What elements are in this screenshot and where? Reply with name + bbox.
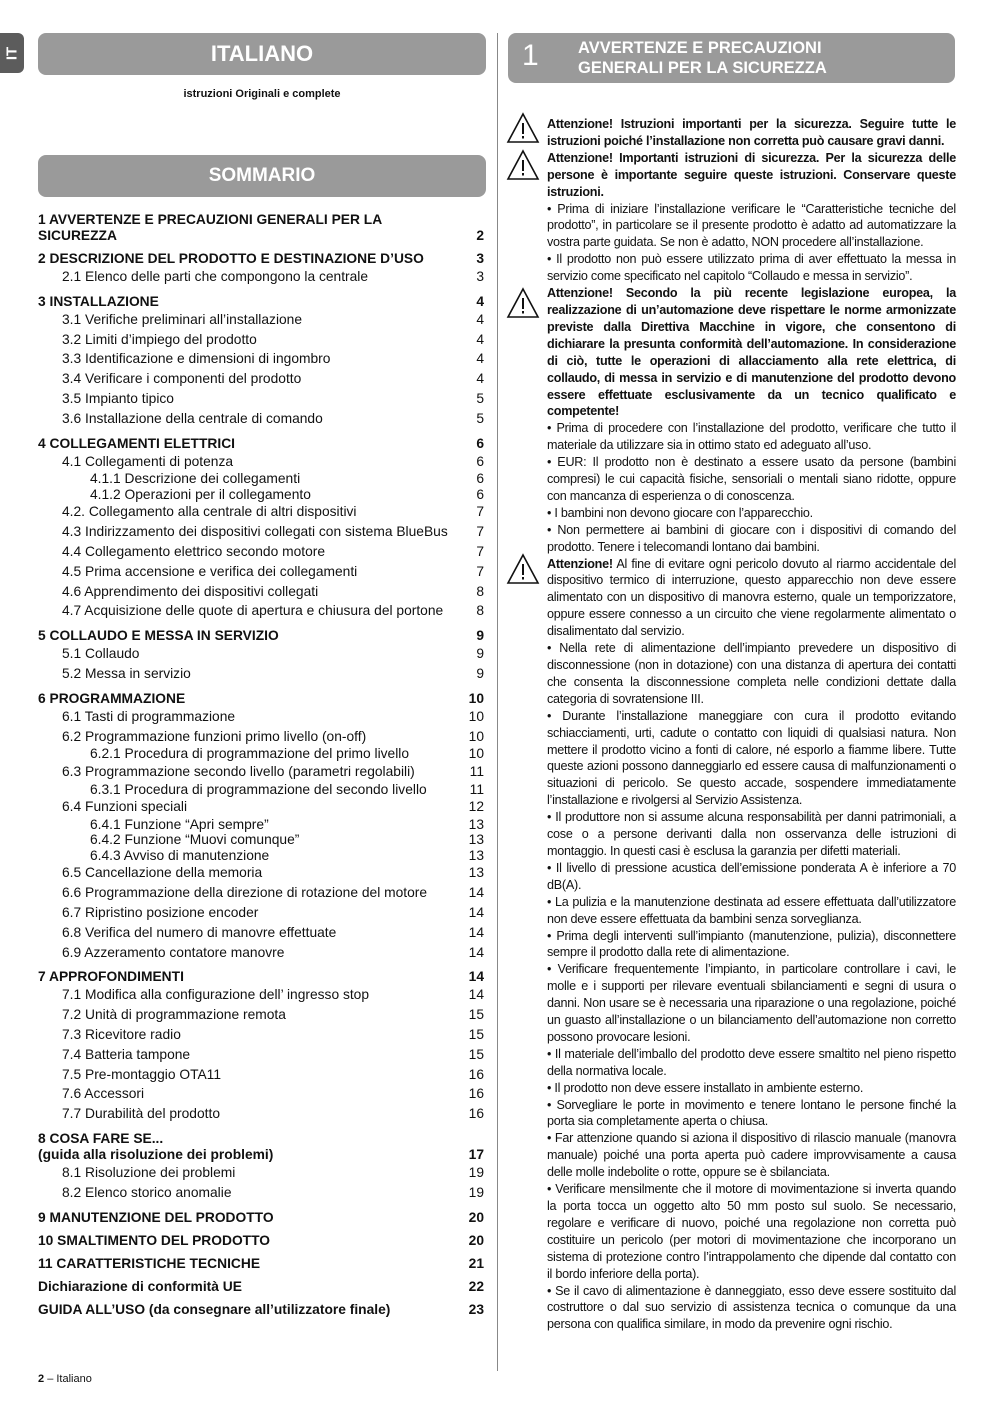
toc-entry-page: 6 xyxy=(476,435,484,451)
toc-entry-label: 2 DESCRIZIONE DEL PRODOTTO E DESTINAZIONE D’USO xyxy=(38,251,424,266)
toc-entry xyxy=(38,1131,486,1163)
toc-entry xyxy=(38,1256,486,1272)
toc-entry xyxy=(38,522,486,542)
body-paragraph: • Verificare mensilmente che il motore di movimentazione si inverta quando la porta tocca un oggetto alto 50 mm posto sul suolo. Se necessario, regolare e verificare di nuovo, poiché una regolazione non corretta può costituire un pericolo (per motori di movimentazione che incorporano un sistema di protezione contro l’intrappolamento che dipende dal contatto con il bordo inferiore della porta). xyxy=(547,1182,956,1281)
toc-entry-label: 6.4 Funzioni speciali xyxy=(62,799,188,815)
toc-entry-label: 5.1 Collaudo xyxy=(62,646,140,662)
toc-entry xyxy=(38,369,486,389)
toc-entry xyxy=(38,817,486,833)
toc-entry-page: 6 xyxy=(476,486,484,502)
toc-entry-page: 14 xyxy=(468,987,484,1003)
toc-entry-label: 5.2 Messa in servizio xyxy=(62,665,191,681)
toc-entry-label: 8.2 Elenco storico anomalie xyxy=(62,1184,232,1200)
toc-entry xyxy=(38,1045,486,1065)
toc-entry xyxy=(38,582,486,602)
toc-entry-page: 11 xyxy=(469,781,484,797)
toc-entry xyxy=(38,1233,486,1249)
toc-entry-label: 6.8 Verifica del numero di manovre effettuate xyxy=(62,924,337,940)
toc-entry xyxy=(38,452,486,472)
toc-entry-label: 4.4 Collegamento elettrico secondo motore xyxy=(62,543,326,559)
body-paragraph: • Verificare frequentemente l’impianto, in particolare controllare i cavi, le molle e i supporti per rilevare eventuali sbilanciamenti e segni di usura o danni. Non usare se è necessaria una riparazione o una regolazione, poiché un guasto all’installazione o un bilanciamento dell’automazione non corretto possono provocare lesioni. xyxy=(547,962,956,1044)
toc-entry-label: 7.3 Ricevitore radio xyxy=(62,1027,181,1043)
toc-entry-label: 7.4 Batteria tampone xyxy=(62,1046,191,1062)
toc-entry xyxy=(38,1025,486,1045)
body-paragraph: • Prima di iniziare l’installazione verificare le “Caratteristiche tecniche del prodotto”, in particolare se il presente prodotto è adatto ad automatizzare la vostra parte guidata. Se non è adatto, NON procedere all’installazione. xyxy=(547,201,956,250)
body-paragraph: Attenzione! Importanti istruzioni di sicurezza. Per la sicurezza delle persone è importante seguire queste istruzioni. Conservare queste istruzioni. xyxy=(547,150,956,199)
language-tab: IT xyxy=(0,33,24,73)
body-paragraph: • La pulizia e la manutenzione destinata ad essere effettuata dall’utilizzatore non deve essere effettuata da bambini senza sorveglianza. xyxy=(547,894,956,926)
body-paragraph: • Nella rete di alimentazione dell’impianto prevedere un dispositivo di disconnessione (non in dotazione) con una distanza di apertura dei contatti che consenta la disconnessione completa nelle condizioni dettate dalla categoria di sovratensione III. xyxy=(547,641,956,706)
toc-entry-label: 6.3 Programmazione secondo livello (parametri regolabili) xyxy=(62,763,415,779)
toc-entry-page: 14 xyxy=(468,944,484,960)
body-paragraph: • Sorvegliare le porte in movimento e tenere lontano le persone finché la porta sia completamente aperta o chiusa. xyxy=(547,1097,956,1129)
toc-entry-page: 15 xyxy=(468,1007,484,1023)
toc-entry xyxy=(38,903,486,923)
toc-entry-page: 9 xyxy=(476,665,484,681)
toc-entry-label: 4.6 Apprendimento dei dispositivi collegati xyxy=(62,583,319,599)
toc-entry-page: 4 xyxy=(476,351,484,367)
body-paragraph: • Non permettere ai bambini di giocare con i dispositivi di comando del prodotto. Tenere i telecomandi lontano dai bambini. xyxy=(547,522,956,554)
language-title: ITALIANO xyxy=(38,33,486,75)
toc-entry-label: 7.6 Accessori xyxy=(62,1086,145,1102)
toc-entry-page: 14 xyxy=(468,905,484,921)
toc-entry-page: 8 xyxy=(476,583,484,599)
body-paragraph: • Se il cavo di alimentazione è danneggiato, esso deve essere sostituito dal costruttore o dal suo servizio di assistenza tecnica o comunque da una persona con qualifica similare, in modo da prevenire ogni rischio. xyxy=(547,1283,956,1332)
body-paragraph: • EUR: Il prodotto non è destinato a essere usato da persone (bambini compresi) le cui capacità fisiche, sensoriali o mentali siano ridotte, oppure con mancanza di esperienza o di conoscenza. xyxy=(547,455,956,503)
toc-entry-label: 9 MANUTENZIONE DEL PRODOTTO xyxy=(38,1209,274,1225)
toc-entry-page: 4 xyxy=(476,311,484,327)
section-header xyxy=(508,33,955,83)
toc-entry xyxy=(38,1302,486,1318)
toc-entry-page: 7 xyxy=(476,524,484,540)
toc-entry-page: 13 xyxy=(468,847,484,863)
toc-entry-page: 21 xyxy=(468,1255,484,1271)
toc-entry-page: 5 xyxy=(476,390,484,406)
toc-entry-label: 4 COLLEGAMENTI ELETTRICI xyxy=(38,435,235,451)
toc-entry-label: 3.2 Limiti d’impiego del prodotto xyxy=(62,331,257,347)
toc-entry-label: 6.3.1 Procedura di programmazione del secondo livello xyxy=(90,781,427,797)
toc-entry-page: 14 xyxy=(468,969,484,985)
toc-entry xyxy=(38,1279,486,1295)
toc-entry-label: 6.2 Programmazione funzioni primo livello (on-off) xyxy=(62,728,367,744)
toc-entry-label: 11 CARATTERISTICHE TECNICHE xyxy=(38,1255,261,1271)
toc-entry-label: 6.1 Tasti di programmazione xyxy=(62,708,236,724)
toc-entry xyxy=(38,644,486,664)
body-paragraph: Attenzione! Al fine di evitare ogni pericolo dovuto al riarmo accidentale del dispositivo termico di interruzione, questo apparecchio non deve essere alimentato con un dispositivo di manovra esterno, quale un temporizzatore, oppure essere connesso a un circuito che viene regolarmente alimentato o disalimentato dal servizio. xyxy=(547,556,956,639)
toc-entry-label: 6.9 Azzeramento contatore manovre xyxy=(62,944,285,960)
toc-entry-label: 8 COSA FARE SE... (guida alla risoluzione dei problemi) xyxy=(38,1131,274,1162)
toc-entry xyxy=(38,797,486,817)
warning-triangle-icon xyxy=(506,287,540,319)
toc-entry-page: 14 xyxy=(468,924,484,940)
toc-entry-page: 10 xyxy=(468,690,484,706)
toc-entry-page: 20 xyxy=(468,1209,484,1225)
toc-entry xyxy=(38,883,486,903)
toc-entry-label: 7.5 Pre-montaggio OTA11 xyxy=(62,1066,222,1082)
toc-entry-page: 15 xyxy=(468,1027,484,1043)
toc-entry xyxy=(38,848,486,864)
toc-entry-label: 3 INSTALLAZIONE xyxy=(38,293,159,309)
toc-entry xyxy=(38,762,486,782)
body-paragraph: • Prima di procedere con l’installazione del prodotto, verificare che tutto il materiale da utilizzare sia in ottimo stato ed adeguato all’uso. xyxy=(547,421,956,453)
toc-entry-page: 16 xyxy=(468,1106,484,1122)
attention-lead: Attenzione! xyxy=(547,556,613,571)
toc-entry-label: 3.6 Installazione della centrale di comando xyxy=(62,410,323,426)
body-paragraph: • Durante l’installazione maneggiare con cura il prodotto evitando schiacciamenti, urti, cadute o contatto con liquidi di qualsiasi natura. Non mettere il prodotto vicino a fonti di calore, né esporlo a fiamme libere. Tutte queste azioni possono danneggiarlo ed essere causa di malfunzionamenti o situazioni di pericolo. Se questo accade, sospendere immediatamente l’installazione e rivolgersi al Servizio Assistenza. xyxy=(547,708,956,808)
toc-entry xyxy=(38,436,486,452)
table-of-contents xyxy=(38,212,486,1318)
body-paragraph: Attenzione! Secondo la più recente legislazione europea, la realizzazione di un’automazione deve rispettare le norme armonizzate previste dalla Direttiva Macchine in vigore, che consentono di dichiarare la presunta conformità dell’automazione. In considerazione di ciò, tutte le operazioni di allacciamento alla rete elettrica, di collaudo, di messa in servizio e di manutenzione del prodotto devono essere effettuate esclusivamente da un tecnico qualificato e competente! xyxy=(547,286,956,419)
toc-entry xyxy=(38,969,486,985)
toc-entry-page: 16 xyxy=(468,1086,484,1102)
toc-entry xyxy=(38,212,486,244)
toc-entry-page: 8 xyxy=(476,603,484,619)
body-paragraph: • Il materiale dell’imballo del prodotto deve essere smaltito nel pieno rispetto della normativa locale. xyxy=(547,1046,956,1078)
toc-entry-label: 7.1 Modifica alla configurazione dell’ ingresso stop xyxy=(62,987,370,1003)
toc-entry-page: 16 xyxy=(468,1066,484,1082)
toc-entry xyxy=(38,1084,486,1104)
subtitle: istruzioni Originali e complete xyxy=(183,88,341,100)
toc-entry-page: 3 xyxy=(476,269,484,284)
body-paragraph: • Prima degli interventi sull’impianto (manutenzione, pulizia), disconnettere sempre il prodotto dalla rete di alimentazione. xyxy=(547,928,956,960)
toc-entry-label: 3.3 Identificazione e dimensioni di ingombro xyxy=(62,351,331,367)
toc-entry-page: 7 xyxy=(476,504,484,520)
toc-entry xyxy=(38,691,486,707)
toc-entry-label: 6.4.1 Funzione “Apri sempre” xyxy=(90,816,269,832)
toc-entry-page: 7 xyxy=(476,563,484,579)
toc-entry-page: 17 xyxy=(468,1147,484,1162)
toc-entry-label: Dichiarazione di conformità UE xyxy=(38,1278,242,1294)
toc-entry-label: 4.7 Acquisizione delle quote di apertura e chiusura del portone xyxy=(62,603,444,619)
toc-entry-page: 6 xyxy=(476,453,484,469)
toc-entry-label: 6.2.1 Procedura di programmazione del primo livello xyxy=(90,746,410,762)
body-paragraph: • Il prodotto non deve essere installato in ambiente esterno. xyxy=(547,1080,864,1095)
toc-entry-label: 6.6 Programmazione della direzione di rotazione del motore xyxy=(62,885,428,901)
toc-entry xyxy=(38,471,486,487)
body-paragraph: • Il livello di pressione acustica dell’emissione ponderata A è inferiore a 70 dB(A). xyxy=(547,860,956,892)
toc-entry-page: 4 xyxy=(476,371,484,387)
toc-entry-page: 7 xyxy=(476,543,484,559)
toc-entry-label: 10 SMALTIMENTO DEL PRODOTTO xyxy=(38,1232,271,1248)
toc-entry-page: 3 xyxy=(476,251,484,266)
toc-entry-page: 10 xyxy=(468,728,484,744)
toc-entry xyxy=(38,832,486,848)
toc-entry-page: 23 xyxy=(468,1301,484,1317)
toc-entry xyxy=(38,294,486,310)
body-paragraph: • Il produttore non si assume alcuna responsabilità per danni patrimoniali, a cose o a persone derivanti dalla non osservanza delle istruzioni di montaggio. In questi casi è esclusa la garanzia per difetti materiali. xyxy=(547,810,956,858)
safety-text xyxy=(547,116,956,1333)
toc-entry-page: 12 xyxy=(468,799,484,815)
toc-entry-label: 3.5 Impianto tipico xyxy=(62,390,174,406)
toc-entry-label: 8.1 Risoluzione dei problemi xyxy=(62,1165,236,1180)
toc-entry-label: 4.1.2 Operazioni per il collegamento xyxy=(90,486,311,502)
toc-entry-page: 10 xyxy=(468,746,484,762)
toc-entry-page: 22 xyxy=(468,1278,484,1294)
toc-entry xyxy=(38,628,486,644)
toc-entry xyxy=(38,923,486,943)
toc-entry xyxy=(38,1005,486,1025)
body-paragraph: Attenzione! Istruzioni importanti per la sicurezza. Seguire tutte le istruzioni poiché l’installazione non corretta può causare gravi danni. xyxy=(547,117,956,148)
toc-entry xyxy=(38,943,486,963)
toc-entry-page: 2 xyxy=(476,228,484,243)
toc-entry xyxy=(38,562,486,582)
toc-entry xyxy=(38,349,486,369)
toc-entry-label: GUIDA ALL’USO (da consegnare all’utilizzatore finale) xyxy=(38,1301,391,1317)
toc-entry-label: 4.2. Collegamento alla centrale di altri dispositivi xyxy=(62,504,357,520)
toc-entry-page: 20 xyxy=(468,1232,484,1248)
column-divider xyxy=(497,33,498,1371)
toc-entry-page: 15 xyxy=(468,1046,484,1062)
toc-entry xyxy=(38,487,486,503)
toc-entry-label: 3.1 Verifiche preliminari all’installazione xyxy=(62,311,303,327)
toc-entry-page: 9 xyxy=(476,628,484,644)
toc-entry-page: 13 xyxy=(468,816,484,832)
toc-entry-page: 14 xyxy=(468,885,484,901)
warning-triangle-icon xyxy=(506,112,540,144)
section-number: 1 xyxy=(522,39,539,72)
toc-entry xyxy=(38,1183,486,1203)
toc-entry-label: 6.5 Cancellazione della memoria xyxy=(62,865,263,881)
page-footer: 2 – Italiano xyxy=(38,1373,92,1385)
toc-entry xyxy=(38,863,486,883)
toc-entry xyxy=(38,746,486,762)
toc-entry xyxy=(38,542,486,562)
toc-entry-label: 4.1.1 Descrizione dei collegamenti xyxy=(90,471,301,487)
toc-entry-label: 7.2 Unità di programmazione remota xyxy=(62,1007,286,1023)
toc-entry-page: 10 xyxy=(468,708,484,724)
warning-triangle-icon xyxy=(506,553,540,585)
toc-entry-page: 13 xyxy=(468,865,484,881)
toc-entry-page: 9 xyxy=(476,646,484,662)
toc-entry xyxy=(38,251,486,267)
toc-entry xyxy=(38,267,486,287)
toc-entry-label: 1 AVVERTENZE E PRECAUZIONI GENERALI PER LA SICUREZZA xyxy=(38,212,382,243)
toc-entry-label: 6.4.2 Funzione “Muovi comunque” xyxy=(90,832,300,848)
toc-entry xyxy=(38,409,486,429)
warning-triangle-icon xyxy=(506,149,540,181)
toc-entry xyxy=(38,389,486,409)
toc-entry-page: 4 xyxy=(476,331,484,347)
toc-entry xyxy=(38,502,486,522)
toc-entry-page: 4 xyxy=(476,293,484,309)
toc-entry-label: 6.7 Ripristino posizione encoder xyxy=(62,905,259,921)
toc-entry-label: 7 APPROFONDIMENTI xyxy=(38,969,184,985)
toc-entry-page: 6 xyxy=(476,471,484,487)
toc-entry-page: 11 xyxy=(469,763,484,779)
toc-entry-label: 6 PROGRAMMAZIONE xyxy=(38,690,186,706)
toc-entry xyxy=(38,1163,486,1183)
toc-entry-page: 5 xyxy=(476,410,484,426)
body-paragraph: • Far attenzione quando si aziona il dispositivo di rilascio manuale (manovra manuale) poiché una porta aperta può cadere improvvisamente a causa delle molle indebolite o rotte, oppure se è sbilanciata. xyxy=(547,1131,956,1180)
toc-entry-label: 4.1 Collegamenti di potenza xyxy=(62,453,234,469)
toc-entry-label: 4.5 Prima accensione e verifica dei collegamenti xyxy=(62,563,358,579)
toc-entry-label: 2.1 Elenco delle parti che compongono la centrale xyxy=(62,269,369,284)
toc-entry xyxy=(38,782,486,798)
toc-entry-label: 7.7 Durabilità del prodotto xyxy=(62,1106,220,1122)
toc-entry xyxy=(38,985,486,1005)
toc-entry-label: 6.4.3 Avviso di manutenzione xyxy=(90,847,270,863)
toc-entry xyxy=(38,601,486,621)
body-paragraph: • I bambini non devono giocare con l’apparecchio. xyxy=(547,505,813,520)
toc-entry-page: 19 xyxy=(468,1184,484,1200)
toc-entry-page: 19 xyxy=(468,1165,484,1180)
toc-entry xyxy=(38,727,486,747)
toc-entry-label: 3.4 Verificare i componenti del prodotto xyxy=(62,371,302,387)
toc-entry xyxy=(38,707,486,727)
toc-entry-label: 5 COLLAUDO E MESSA IN SERVIZIO xyxy=(38,628,279,644)
toc-entry xyxy=(38,310,486,330)
toc-entry xyxy=(38,1210,486,1226)
toc-entry xyxy=(38,330,486,350)
toc-entry xyxy=(38,1065,486,1085)
toc-entry xyxy=(38,664,486,684)
toc-entry-label: 4.3 Indirizzamento dei dispositivi collegati con sistema BlueBus xyxy=(62,524,448,540)
body-paragraph: • Il prodotto non può essere utilizzato prima di aver effettuato la messa in servizio come specificato nel capitolo “Collaudo e messa in servizio”. xyxy=(547,252,956,284)
toc-entry xyxy=(38,1104,486,1124)
toc-title: SOMMARIO xyxy=(38,155,486,197)
section-title: AVVERTENZE E PRECAUZIONI GENERALI PER LA SICUREZZA xyxy=(578,39,827,77)
toc-entry-page: 13 xyxy=(468,832,484,848)
